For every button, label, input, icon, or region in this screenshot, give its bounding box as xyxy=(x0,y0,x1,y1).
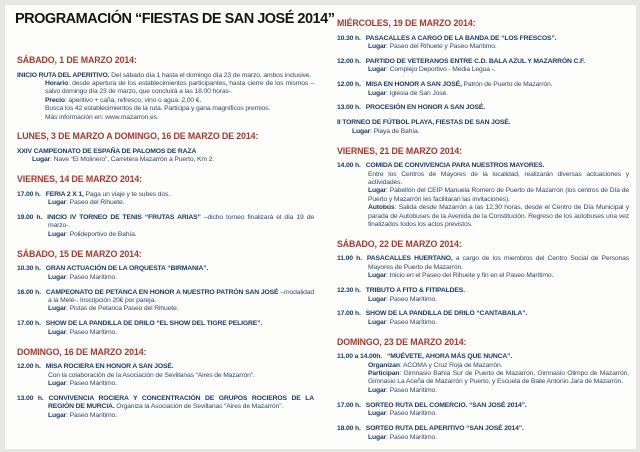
detail-text: : aperitivo + caña, refresco, vino o agua. 2,00 €. xyxy=(64,96,202,104)
detail-label: Lugar xyxy=(32,156,51,164)
event-description: Organiza la Asociación de Sevillanas “Aires de Mazarrón”. xyxy=(114,403,284,411)
event-title-line xyxy=(337,425,629,433)
event-details xyxy=(368,319,629,327)
event-title: CONVIVENCIA ROCIERA Y CONCENTRACIÓN DE GRUPOS ROCIEROS DE LA REGIÓN DE MURCIA. xyxy=(48,394,314,411)
date-heading: VIERNES, 21 DE MARZO 2014: xyxy=(337,145,462,156)
event-time: 12.00 h. xyxy=(337,81,361,89)
detail-line xyxy=(45,97,314,105)
column-right xyxy=(337,18,629,448)
event-time: 13.00 h. xyxy=(337,104,361,112)
detail-line xyxy=(48,305,314,313)
detail-line xyxy=(48,274,314,282)
page-title: PROGRAMACIÓN “FIESTAS DE SAN JOSÉ 2014” xyxy=(15,11,335,27)
detail-label: Precio xyxy=(45,96,65,104)
date-heading: LUNES, 3 DE MARZO A DOMINGO, 16 DE MARZO DE 2014: xyxy=(17,131,259,142)
detail-line xyxy=(352,128,629,136)
event-title-line xyxy=(337,81,629,89)
detail-text: : Paseo Marítimo. xyxy=(386,433,437,441)
detail-text: Entre los Centros de Mayores de la localidad, realizarán diversas actuaciones y actividades. xyxy=(368,170,629,186)
detail-text: : Gimnasio Bahía Sur de Puerto de Mazarrón, Gimnasio Olimpo de Mazarrón, Gimnasio La Aceña de Mazarrón y Puerto, y Escuela de Baile Antonio Jara de Mazarrón. xyxy=(368,370,629,386)
detail-label: Lugar xyxy=(48,305,67,313)
event-description: a cargo de los miembros del Centro Social de Personas Mayores de Puerto de Mazarrón. xyxy=(368,255,629,271)
event-title: XXIV CAMPEONATO DE ESPAÑA DE PALOMOS DE RAZA xyxy=(17,147,197,155)
detail-line xyxy=(368,43,629,51)
event-title: SORTEO RUTA DEL COMERCIO. “SAN JOSÉ 2014”. xyxy=(365,401,527,409)
event-title-line xyxy=(17,191,314,199)
detail-line xyxy=(48,329,314,337)
event-details xyxy=(368,90,629,98)
event-details xyxy=(352,128,629,136)
event-title-line xyxy=(17,265,314,273)
event-details xyxy=(368,362,629,396)
event xyxy=(337,310,629,327)
event-title: PROCESIÓN EN HONOR A SAN JOSÉ. xyxy=(365,104,485,112)
event-details xyxy=(368,410,629,418)
detail-text: : Paseo del Rihuete y Paseo Marítimo. xyxy=(386,42,497,50)
event-time: 10.30 h. xyxy=(337,34,361,42)
event-time: 18.00 h. xyxy=(337,425,361,433)
event-details xyxy=(48,412,314,420)
event-details xyxy=(368,296,629,304)
detail-label: Horario xyxy=(45,79,69,87)
event-title-line xyxy=(337,162,629,170)
detail-label: Autobús xyxy=(368,204,395,212)
detail-text: : Pistas de Petanca Paseo del Rihuete. xyxy=(66,305,179,313)
event-time: 17.00 h. xyxy=(337,401,361,409)
detail-line xyxy=(48,372,314,380)
event xyxy=(337,58,629,75)
detail-label: Lugar xyxy=(48,411,67,419)
event-title-line xyxy=(337,255,629,272)
event-title-line xyxy=(337,104,629,112)
event-title-line xyxy=(337,119,629,127)
event-time: 13.00 h. xyxy=(17,394,44,402)
detail-line xyxy=(45,80,314,97)
detail-label: Lugar xyxy=(368,318,387,326)
event-details xyxy=(368,434,629,442)
event-title-line xyxy=(337,35,629,43)
event-title-line xyxy=(17,72,314,80)
event xyxy=(337,162,629,229)
event-title: PASACALLES HUERTANO, xyxy=(366,255,453,263)
event-title: SHOW DE LA PANDILLA DE DRILO “CANTABAILA”. xyxy=(365,310,528,318)
detail-text: : desde apertura de los establecimientos participantes, hasta cierre de los mismos –salvo domingo día 23 de marzo, que concluirá a las 18.00 horas-. xyxy=(45,79,314,96)
detail-label: Lugar xyxy=(368,89,387,97)
detail-text: Más información en: www.mazarron.es. xyxy=(45,113,159,121)
detail-text: : Paseo Marítimo. xyxy=(66,328,117,336)
event xyxy=(17,148,314,165)
event-title: PARTIDO DE VETERANOS ENTRE C.D. BALA AZUL Y MAZARRÓN C.F. xyxy=(365,57,586,65)
event-details xyxy=(368,272,629,280)
event-details xyxy=(368,43,629,51)
detail-text: : Complejo Deportivo - Media Legua -. xyxy=(386,66,496,74)
document-page xyxy=(5,5,636,449)
detail-label: Lugar xyxy=(48,273,67,281)
detail-line xyxy=(368,387,629,395)
event-time: 12.30 h. xyxy=(337,287,361,295)
event-time: 17.00 h. xyxy=(337,310,361,318)
detail-text: : Iglesia de San José. xyxy=(386,89,448,97)
event-title-line xyxy=(17,289,314,306)
date-heading: DOMINGO, 16 DE MARZO 2014: xyxy=(17,346,147,357)
event-title: TRIBUTO A FITO & FITIPALDES. xyxy=(365,287,465,295)
event-title-line xyxy=(17,148,314,156)
event-title: COMIDA DE CONVIVENCIA PARA NUESTROS MAYORES. xyxy=(365,162,545,170)
detail-label: Lugar xyxy=(48,379,67,387)
event-title-line xyxy=(17,395,314,412)
detail-line xyxy=(45,105,314,113)
detail-text: : Paseo Marítimo. xyxy=(386,410,437,418)
detail-text: : Paseo Marítimo. xyxy=(66,379,117,387)
event xyxy=(17,363,314,388)
event-title-line xyxy=(337,353,629,361)
event-details xyxy=(368,66,629,74)
event-time: 17.00 h. xyxy=(17,190,41,198)
event-details xyxy=(48,199,314,207)
event-title-line xyxy=(337,287,629,295)
date-heading: DOMINGO, 23 DE MARZO 2014: xyxy=(337,336,467,347)
detail-line xyxy=(48,412,314,420)
event-title: SORTEO RUTA DEL APERITIVO “SAN JOSÉ 2014”. xyxy=(365,425,524,433)
event xyxy=(337,353,629,395)
detail-text: : Paseo Marítimo. xyxy=(386,386,437,394)
event xyxy=(17,72,314,122)
detail-line xyxy=(48,199,314,207)
event-details xyxy=(368,171,629,230)
event xyxy=(337,402,629,419)
event-time: 14.00 h. xyxy=(337,162,361,170)
detail-line xyxy=(368,66,629,74)
event-title-line xyxy=(17,320,314,328)
event xyxy=(337,425,629,442)
event-time: 17.00 h. xyxy=(17,320,41,328)
detail-text: : Salida desde Mazarrón a las 12,30 horas, desde el Centro de Día Municipal y parada de Autobuses de la Avenida de la Constitución. Regreso de los autobuses una vez finalizados todos los actos previstos. xyxy=(368,204,629,228)
event xyxy=(337,255,629,280)
detail-line xyxy=(368,370,629,387)
detail-text: : Paseo Marítimo. xyxy=(386,295,437,303)
detail-text: : ACOMA y Cruz Roja de Mazarrón. xyxy=(399,361,503,369)
detail-line xyxy=(368,204,629,229)
detail-label: Lugar xyxy=(368,66,387,74)
detail-label: Participan xyxy=(368,370,400,378)
detail-label: Organizan xyxy=(368,361,400,369)
detail-label: Lugar xyxy=(368,295,387,303)
detail-line xyxy=(368,187,629,204)
detail-line xyxy=(48,380,314,388)
event xyxy=(17,320,314,337)
detail-label: Lugar xyxy=(368,386,387,394)
event-time: 12.00 h. xyxy=(337,57,361,65)
event-title: II TORNEO DE FÚTBOL PLAYA, FIESTAS DE SAN JOSÉ. xyxy=(337,119,511,127)
event-title: INICIO IV TORNEO DE TENIS “FRUTAS ARIAS” xyxy=(47,214,201,222)
event-title: MISA ROCIERA EN HONOR A SAN JOSÉ. xyxy=(45,363,174,371)
event-title-line xyxy=(337,58,629,66)
event-title: PASACALLES A CARGO DE LA BANDA DE “LOS FRESCOS”. xyxy=(365,34,557,42)
event xyxy=(17,214,314,239)
event xyxy=(17,191,314,208)
detail-line xyxy=(368,272,629,280)
event xyxy=(337,287,629,304)
detail-text: Con la colaboración de la Asociación de Sevillanas “Aires de Mazarrón”. xyxy=(48,371,255,379)
detail-label: Lugar xyxy=(48,199,67,207)
event-description: Patrón de Puerto de Mazarrón. xyxy=(461,81,553,89)
detail-line xyxy=(48,231,314,239)
event-title: GRAN ACTUACIÓN DE LA ORQUESTA “BIRMANIA”. xyxy=(45,265,209,273)
detail-line xyxy=(368,410,629,418)
detail-text: Busca los 42 establecimientos de la ruta. Participa y gana magníficos premios. xyxy=(45,105,271,113)
event-details xyxy=(48,372,314,389)
event-title: FERIA 2 X 1, xyxy=(45,190,84,198)
event xyxy=(337,35,629,52)
event-details xyxy=(32,156,314,164)
detail-text: : Paseo Marítimo. xyxy=(66,411,117,419)
detail-line xyxy=(45,114,314,122)
date-heading: MIÉRCOLES, 19 DE MARZO 2014: xyxy=(337,18,476,28)
detail-label: Lugar xyxy=(368,433,387,441)
event-time: 12.00 h. xyxy=(17,363,41,371)
date-heading: SÁBADO, 22 DE MARZO 2014: xyxy=(337,238,462,249)
event-details xyxy=(45,80,314,122)
detail-text: : Nave “El Molinero”, Carretera Mazarrón a Puerto, Km 2. xyxy=(50,156,214,164)
detail-line xyxy=(368,319,629,327)
event-title-line xyxy=(17,363,314,371)
event-title: MISA EN HONOR A SAN JOSÉ, xyxy=(365,81,462,89)
detail-label: Lugar xyxy=(368,187,387,195)
event xyxy=(17,289,314,314)
event-title: SHOW DE LA PANDILLA DE DRILO “EL SHOW DEL TIGRE PELIGRE”. xyxy=(45,320,263,328)
detail-line xyxy=(368,90,629,98)
event-description: Paga un viaje y te subes dos. xyxy=(83,190,170,198)
detail-line xyxy=(368,434,629,442)
event-title-line xyxy=(17,214,314,231)
event-time: 11.00 h. xyxy=(337,255,362,263)
detail-label: Lugar xyxy=(352,127,371,135)
detail-line xyxy=(368,362,629,370)
event-time: 11.00 a 14.00h. xyxy=(337,353,382,361)
event xyxy=(17,395,314,420)
date-heading: SÁBADO, 1 DE MARZO 2014: xyxy=(17,55,137,65)
detail-text: : Inicio en el Paseo del Rihuete y fin en el Paseo Marítimo. xyxy=(386,272,554,280)
event xyxy=(17,265,314,282)
event xyxy=(337,119,629,136)
event-time: 10.30 h. xyxy=(17,265,41,273)
detail-text: : Paseo Marítimo. xyxy=(386,318,437,326)
event xyxy=(337,104,629,112)
event-title: INICIO RUTA DEL APERITIVO. xyxy=(17,71,110,79)
event-time: 19.00 h. xyxy=(17,214,43,222)
date-heading: SÁBADO, 15 DE MARZO 2014: xyxy=(17,248,142,259)
detail-line xyxy=(32,156,314,164)
detail-label: Lugar xyxy=(368,410,387,418)
detail-text: : Pabellón del CEIP Manuela Romero de Puerto de Mazarrón (los centros de Día de Puerto y Mazarrón les facilitaran las invitaciones). xyxy=(368,187,629,203)
event-title-line xyxy=(337,402,629,410)
event-description: Del sábado día 1 hasta el domingo día 23 de marzo, ambos inclusive. xyxy=(109,71,312,79)
event-description: –modalidad a la Melé-. Inscripción 20€ por pareja. xyxy=(48,288,314,304)
date-heading: VIERNES, 14 DE MARZO 2014: xyxy=(17,174,142,185)
event-title: “MUÉVETE, AHORA MÁS QUE NUNCA”. xyxy=(387,353,513,361)
event-time: 16.00 h. xyxy=(17,288,41,296)
event-details xyxy=(48,231,314,239)
detail-label: Lugar xyxy=(368,272,387,280)
event-details xyxy=(48,305,314,313)
detail-text: : Paseo Marítimo. xyxy=(66,273,117,281)
detail-line xyxy=(368,171,629,188)
detail-text: : Paseo del Rihuete. xyxy=(66,199,125,207)
event-title-line xyxy=(337,310,629,318)
detail-label: Lugar xyxy=(48,230,67,238)
detail-label: Lugar xyxy=(48,328,67,336)
detail-text: : Playa de Bahía. xyxy=(370,127,420,135)
event-title: CAMPEONATO DE PETANCA EN HONOR A NUESTRO PATRÓN SAN JOSÉ xyxy=(45,288,279,296)
column-left xyxy=(17,55,314,427)
detail-text: : Polideportivo de Bahía. xyxy=(66,230,137,238)
detail-label: Lugar xyxy=(368,42,387,50)
event-details xyxy=(48,329,314,337)
detail-line xyxy=(368,296,629,304)
event-details xyxy=(48,274,314,282)
event-description: –dicho torneo finalizará el día 19 de marzo-. xyxy=(48,214,314,230)
event xyxy=(337,81,629,98)
